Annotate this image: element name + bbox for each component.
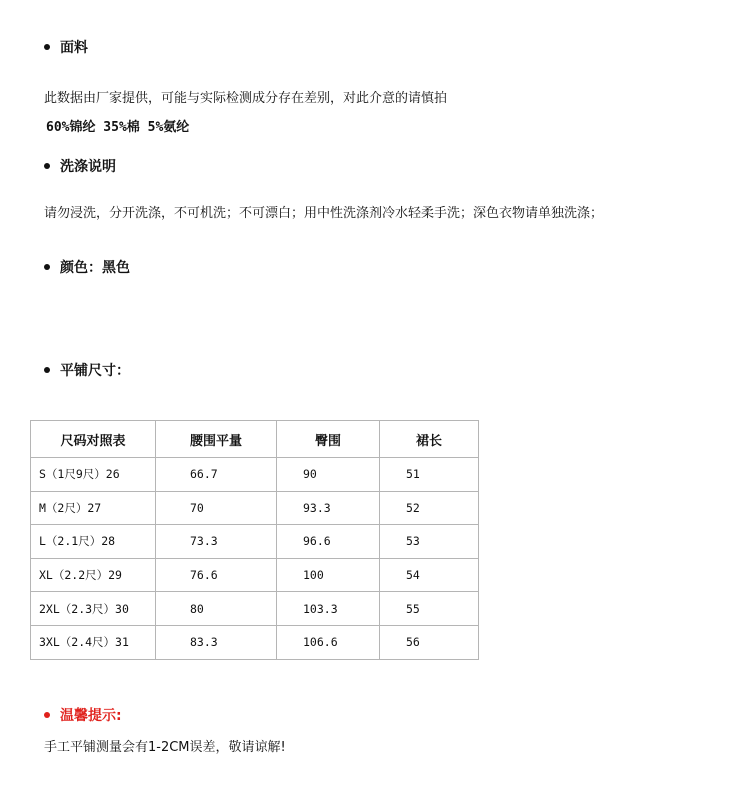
tip-heading: 温馨提示: — [60, 708, 122, 724]
washing-instructions: 请勿浸洗，分开洗涤，不可机洗；不可漂白；用中性洗涤剂冷水轻柔手洗；深色衣物请单独洗涤； — [44, 206, 604, 221]
table-row — [31, 625, 479, 659]
table-row — [31, 525, 479, 559]
hip-cell: 93.3 — [277, 491, 380, 525]
table-row — [31, 558, 479, 592]
hip-cell: 106.6 — [277, 625, 380, 659]
column-header: 尺码对照表 — [31, 421, 156, 458]
hip-cell: 103.3 — [277, 592, 380, 626]
column-header: 臀围 — [277, 421, 380, 458]
fabric-note: 此数据由厂家提供，可能与实际检测成分存在差别，对此介意的请慎拍 — [44, 91, 448, 106]
hip-cell: 96.6 — [277, 525, 380, 559]
table-row — [31, 491, 479, 525]
column-header: 裙长 — [380, 421, 479, 458]
column-header: 腰围平量 — [156, 421, 277, 458]
length-cell: 52 — [380, 491, 479, 525]
size-cell: L（2.1尺）28 — [31, 525, 156, 559]
size-cell: 3XL（2.4尺）31 — [31, 625, 156, 659]
waist-cell: 83.3 — [156, 625, 277, 659]
waist-cell: 76.6 — [156, 558, 277, 592]
length-cell: 56 — [380, 625, 479, 659]
size-cell: 2XL（2.3尺）30 — [31, 592, 156, 626]
hip-cell: 100 — [277, 558, 380, 592]
size-cell: S（1尺9尺）26 — [31, 458, 156, 492]
size-table — [30, 420, 479, 660]
length-cell: 55 — [380, 592, 479, 626]
table-header-row — [31, 421, 479, 458]
washing-heading: 洗涤说明 — [60, 159, 116, 175]
bullet-dot — [44, 367, 50, 373]
size-heading: 平铺尺寸： — [60, 363, 130, 379]
bullet-dot — [44, 44, 50, 50]
fabric-heading: 面料 — [60, 40, 88, 56]
length-cell: 51 — [380, 458, 479, 492]
hip-cell: 90 — [277, 458, 380, 492]
size-cell: M（2尺）27 — [31, 491, 156, 525]
tip-text: 手工平铺测量会有1-2CM误差，敬请谅解! — [44, 740, 286, 755]
length-cell: 54 — [380, 558, 479, 592]
table-row — [31, 592, 479, 626]
size-cell: XL（2.2尺）29 — [31, 558, 156, 592]
warning-bullet-dot — [44, 712, 50, 718]
table-row — [31, 458, 479, 492]
fabric-composition: 60%锦纶 35%棉 5%氨纶 — [46, 120, 190, 135]
waist-cell: 66.7 — [156, 458, 277, 492]
waist-cell: 73.3 — [156, 525, 277, 559]
length-cell: 53 — [380, 525, 479, 559]
waist-cell: 80 — [156, 592, 277, 626]
color-heading: 颜色：黑色 — [60, 260, 130, 276]
bullet-dot — [44, 163, 50, 169]
waist-cell: 70 — [156, 491, 277, 525]
bullet-dot — [44, 264, 50, 270]
